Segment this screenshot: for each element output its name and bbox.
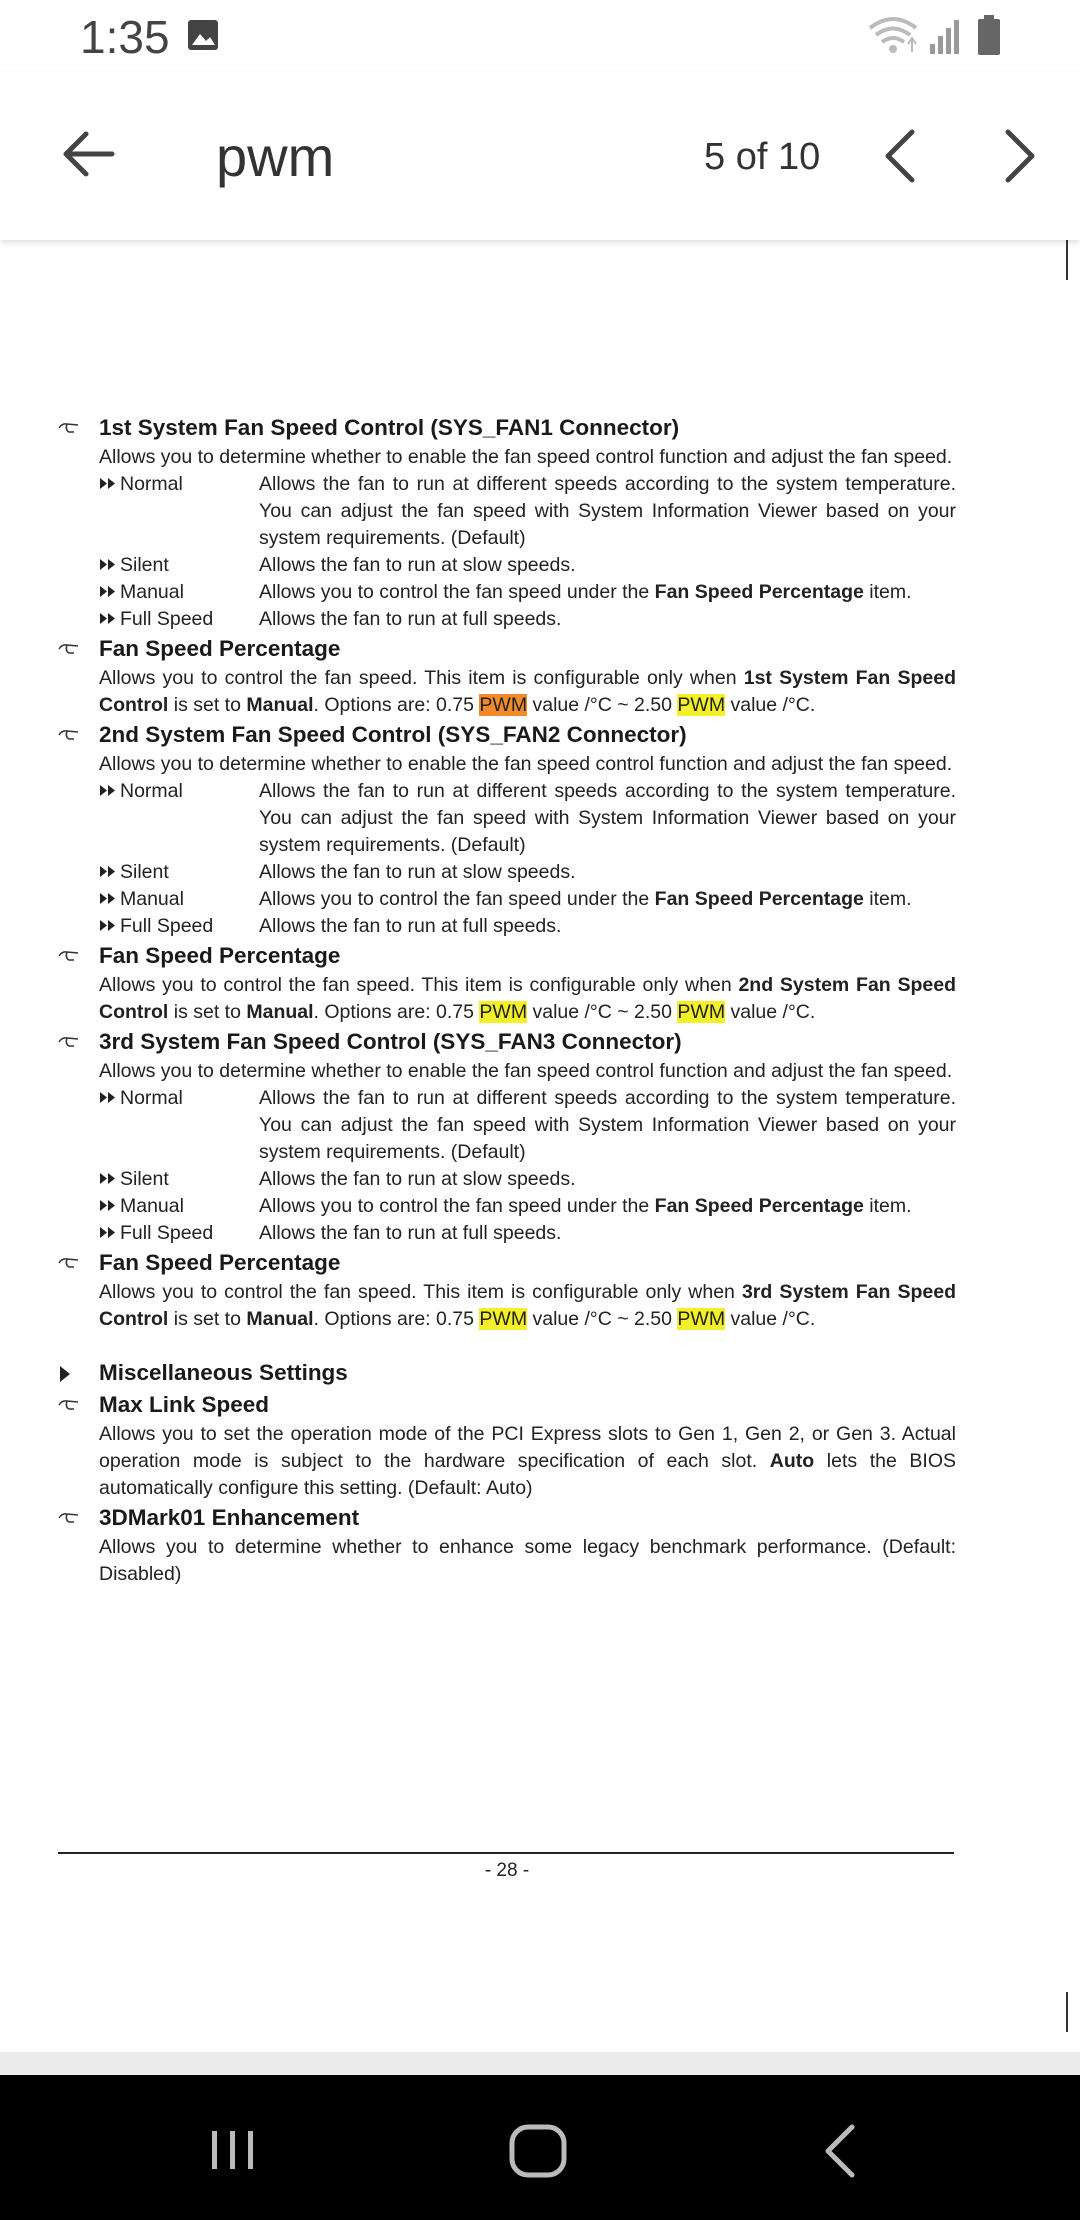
section-description: Allows you to control the fan speed. This item is configurable only when 3rd System Fan Speed Control is set to Manual. Options are: 0.75 PWM value /°C ~ 2.50 PWM value /°C. (99, 1281, 956, 1330)
option-row: Silent Allows the fan to run at slow speeds. (58, 1166, 956, 1193)
document-page[interactable] (0, 240, 1080, 2052)
option-row: Full Speed Allows the fan to run at full speeds. (58, 913, 956, 940)
option-row: Manual Allows you to control the fan speed under the Fan Speed Percentage item. (58, 579, 956, 606)
chapter-heading: Miscellaneous Settings (58, 1357, 956, 1389)
section-heading: 2nd System Fan Speed Control (SYS_FAN2 Connector) (58, 719, 956, 751)
pointing-hand-icon (58, 1036, 80, 1048)
double-arrow-icon (99, 612, 117, 625)
option-row: Silent Allows the fan to run at slow speeds. (58, 552, 956, 579)
section-description: Allows you to determine whether to enhance some legacy benchmark performance. (Default: Disabled) (99, 1536, 956, 1585)
page-content (58, 412, 956, 1588)
wifi-icon (866, 14, 920, 58)
match-counter: 5 of 10 (704, 136, 821, 178)
search-match-current[interactable]: PWM (479, 694, 528, 716)
status-time: 1:35 (80, 11, 170, 63)
double-arrow-icon (99, 477, 117, 490)
previous-match-icon[interactable] (880, 128, 920, 184)
section-description: Allows you to determine whether to enable the fan speed control function and adjust the fan speed. (99, 753, 953, 775)
system-navigation-bar (0, 2075, 1080, 2220)
option-row: Manual Allows you to control the fan speed under the Fan Speed Percentage item. (58, 886, 956, 913)
section-heading: Max Link Speed (58, 1389, 956, 1421)
search-query[interactable]: pwm (216, 125, 335, 188)
double-arrow-icon (99, 558, 117, 571)
recent-apps-icon[interactable] (208, 2127, 258, 2173)
cell-signal-icon (928, 16, 962, 56)
pointing-hand-icon (58, 1512, 80, 1524)
option-row: Manual Allows you to control the fan speed under the Fan Speed Percentage item. (58, 1193, 956, 1220)
search-match[interactable]: PWM (479, 1308, 528, 1330)
double-arrow-icon (99, 919, 117, 932)
next-match-icon[interactable] (1000, 128, 1040, 184)
section-heading: Fan Speed Percentage (58, 940, 956, 972)
gallery-notification-icon (186, 18, 220, 52)
section-description: Allows you to set the operation mode of the PCI Express slots to Gen 1, Gen 2, or Gen 3. Actual operation mode is subject to the hardware specification of each slot. Auto lets the BIOS automatically configure this setting. (Default: Auto) (99, 1423, 956, 1499)
section-heading: 3DMark01 Enhancement (58, 1502, 956, 1534)
section-description: Allows you to determine whether to enable the fan speed control function and adjust the fan speed. (99, 1060, 953, 1082)
triangle-bullet-icon (58, 1365, 72, 1383)
option-row: Normal Allows the fan to run at different speeds according to the system temperature. You can adjust the fan speed with System Information Viewer based on your system requirements. (Default) (58, 778, 956, 859)
battery-icon (976, 14, 1002, 56)
section-heading: Fan Speed Percentage (58, 633, 956, 665)
pointing-hand-icon (58, 950, 80, 962)
section-description: Allows you to control the fan speed. This item is configurable only when 2nd System Fan Speed Control is set to Manual. Options are: 0.75 PWM value /°C ~ 2.50 PWM value /°C. (99, 974, 957, 1023)
page-edge-marker (1066, 240, 1068, 280)
search-match[interactable]: PWM (677, 694, 726, 716)
section-heading: Fan Speed Percentage (58, 1247, 956, 1279)
search-toolbar (0, 72, 1080, 240)
page-separator (0, 2052, 1080, 2075)
double-arrow-icon (99, 784, 117, 797)
double-arrow-icon (99, 1199, 117, 1212)
option-row: Normal Allows the fan to run at different speeds according to the system temperature. You can adjust the fan speed with System Information Viewer based on your system requirements. (Default) (58, 471, 956, 552)
nav-back-icon[interactable] (820, 2123, 860, 2179)
search-match[interactable]: PWM (677, 1308, 726, 1330)
option-row: Silent Allows the fan to run at slow speeds. (58, 859, 956, 886)
home-icon[interactable] (508, 2123, 568, 2179)
double-arrow-icon (99, 585, 117, 598)
pointing-hand-icon (58, 1257, 80, 1269)
double-arrow-icon (99, 1172, 117, 1185)
section-heading: 1st System Fan Speed Control (SYS_FAN1 Connector) (58, 412, 956, 444)
page-edge-marker (1066, 1992, 1068, 2032)
double-arrow-icon (99, 1226, 117, 1239)
footer-rule (58, 1852, 954, 1854)
pointing-hand-icon (58, 729, 80, 741)
search-match[interactable]: PWM (677, 1001, 726, 1023)
double-arrow-icon (99, 892, 117, 905)
option-row: Normal Allows the fan to run at different speeds according to the system temperature. You can adjust the fan speed with System Information Viewer based on your system requirements. (Default) (58, 1085, 956, 1166)
status-bar (0, 0, 1080, 72)
pointing-hand-icon (58, 643, 80, 655)
option-row: Full Speed Allows the fan to run at full speeds. (58, 606, 956, 633)
double-arrow-icon (99, 865, 117, 878)
section-description: Allows you to determine whether to enable the fan speed control function and adjust the fan speed. (99, 446, 953, 468)
page-number: - 28 - (484, 1860, 530, 1881)
pointing-hand-icon (58, 1399, 80, 1411)
search-match[interactable]: PWM (479, 1001, 528, 1023)
section-heading: 3rd System Fan Speed Control (SYS_FAN3 Connector) (58, 1026, 956, 1058)
section-description: Allows you to control the fan speed. This item is configurable only when 1st System Fan Speed Control is set to Manual. Options are: 0.75 PWM value /°C ~ 2.50 PWM value /°C. (99, 667, 957, 716)
double-arrow-icon (99, 1091, 117, 1104)
pointing-hand-icon (58, 422, 80, 434)
option-row: Full Speed Allows the fan to run at full speeds. (58, 1220, 956, 1247)
back-arrow-icon[interactable] (58, 124, 118, 184)
